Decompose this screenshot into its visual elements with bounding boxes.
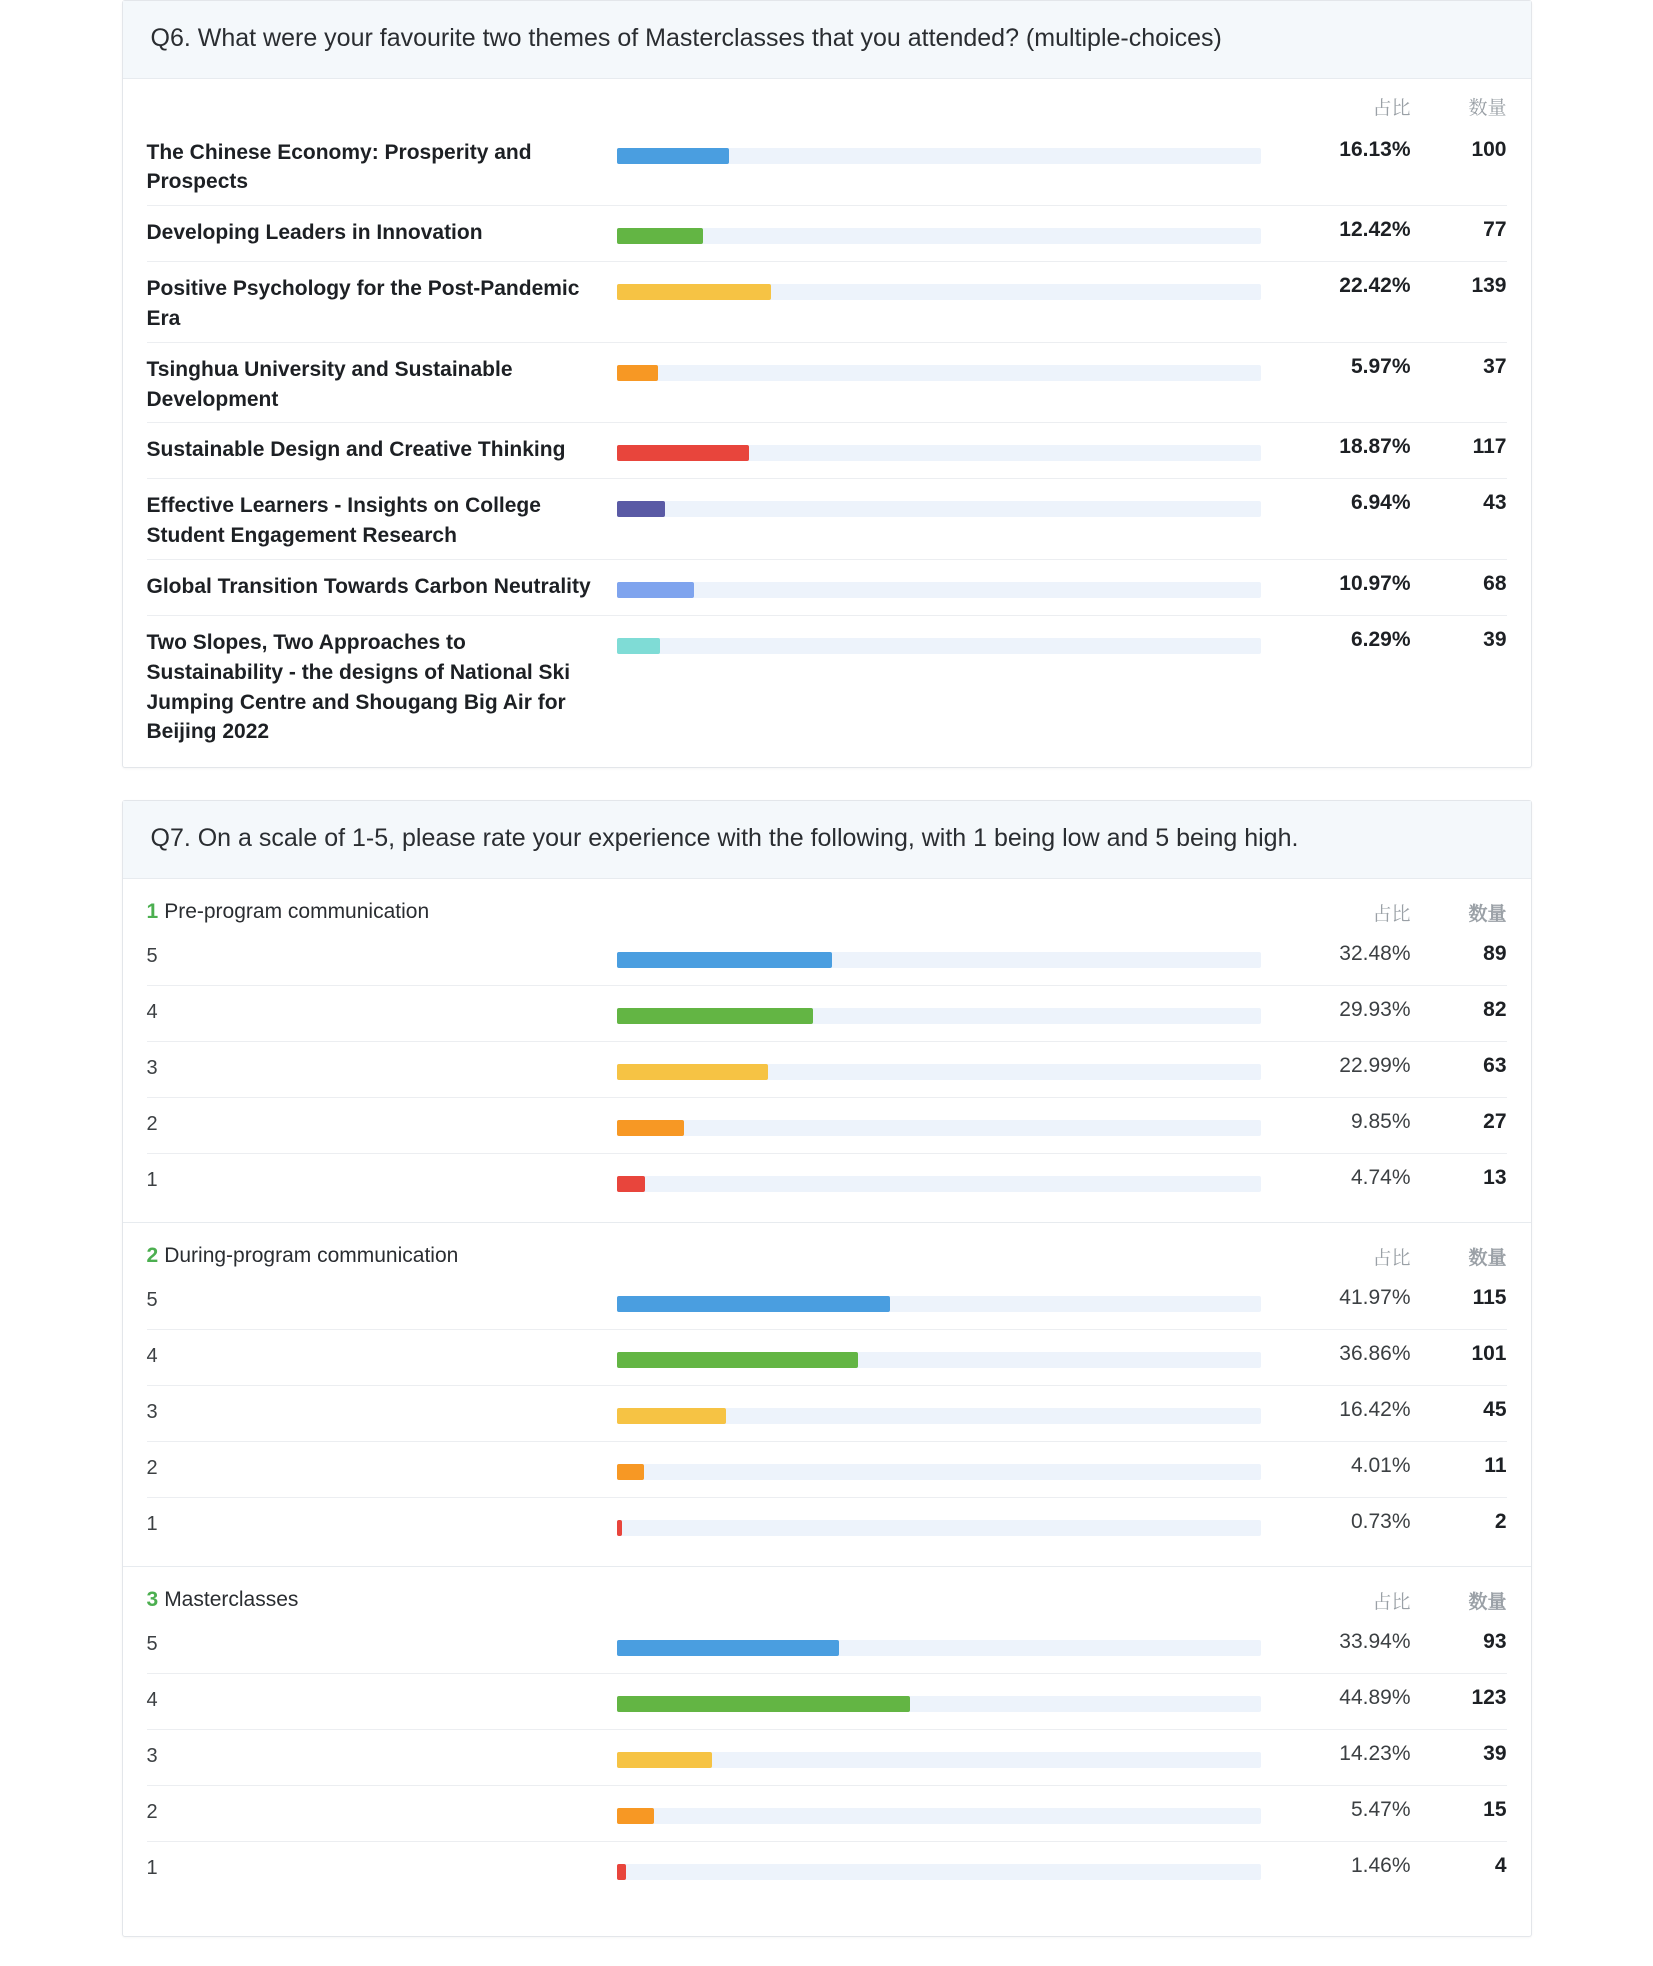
row-percent: 9.85% (1350, 1109, 1411, 1133)
group-col-percent: 占比 (1372, 903, 1411, 925)
table-row (147, 986, 1507, 1042)
table-row (147, 1674, 1507, 1730)
row-percent: 12.42% (1339, 218, 1411, 242)
bar-fill (617, 228, 704, 244)
group-col-percent: 占比 (1372, 1247, 1411, 1269)
row-percent: 10.97% (1339, 572, 1411, 595)
bar-fill (617, 1640, 839, 1656)
row-label: 4 (146, 1344, 158, 1367)
table-row (147, 206, 1507, 262)
bar-fill (617, 1064, 768, 1080)
bar-fill (617, 1008, 813, 1024)
rating-group-header (123, 1567, 1531, 1618)
row-label: 4 (146, 1000, 158, 1023)
row-percent: 18.87% (1339, 435, 1411, 459)
row-percent: 14.23% (1339, 1741, 1411, 1765)
row-percent: 16.13% (1339, 137, 1411, 161)
table-row (147, 930, 1507, 986)
bar-fill (617, 1464, 644, 1480)
bar-fill (617, 582, 694, 598)
row-percent: 4.74% (1350, 1165, 1411, 1189)
bar-fill (617, 148, 730, 164)
table-row (147, 1842, 1507, 1898)
bar-fill (617, 1120, 685, 1136)
row-percent: 6.94% (1350, 491, 1411, 515)
group-col-count: 数量 (1468, 1591, 1507, 1613)
group-col-count: 数量 (1468, 1247, 1507, 1269)
row-percent: 32.48% (1339, 941, 1411, 965)
rating-group-header (123, 879, 1531, 930)
row-count: 101 (1471, 1341, 1507, 1365)
row-count: 115 (1472, 1285, 1507, 1309)
bar-container (617, 1448, 1261, 1497)
bar-track (617, 501, 1261, 517)
bar-fill (617, 445, 749, 461)
rating-group-name: Masterclasses (164, 1588, 299, 1612)
row-count: 13 (1483, 1165, 1507, 1189)
table-row (147, 1730, 1507, 1786)
bar-track (617, 1864, 1261, 1880)
bar-track (617, 1120, 1261, 1136)
row-percent: 22.99% (1339, 1053, 1411, 1077)
bar-track (617, 1296, 1261, 1312)
bar-fill (617, 1408, 726, 1424)
row-count: 123 (1471, 1685, 1507, 1709)
question-card-q7 (122, 800, 1532, 1937)
row-percent: 1.46% (1350, 1853, 1411, 1877)
q7-groups (123, 879, 1531, 1910)
bar-track (617, 1064, 1261, 1080)
bar-fill (617, 1520, 622, 1536)
row-percent: 36.86% (1339, 1341, 1411, 1365)
bar-track (617, 1464, 1261, 1480)
row-count: 117 (1472, 435, 1507, 459)
table-row (147, 1786, 1507, 1842)
row-label: Two Slopes, Two Approaches to Sustainability - the designs of National Ski Jumping Centre and Shougang Big Air for Beijing 2022 (146, 631, 571, 744)
bar-container (617, 1104, 1261, 1153)
rating-group-name: Pre-program communication (164, 900, 430, 924)
bar-fill (617, 1864, 627, 1880)
row-count: 2 (1494, 1509, 1507, 1533)
row-label: Positive Psychology for the Post-Pandemic Era (146, 277, 580, 330)
rating-group (123, 1223, 1531, 1567)
table-row (147, 1386, 1507, 1442)
table-row (147, 1330, 1507, 1386)
table-row (147, 126, 1507, 207)
row-count: 43 (1483, 491, 1507, 515)
row-label: 1 (146, 1856, 158, 1879)
row-label: 5 (146, 1632, 158, 1655)
row-count: 39 (1483, 1741, 1507, 1765)
row-label: Effective Learners - Insights on College Student Engagement Research (146, 494, 541, 548)
bar-container (617, 566, 1261, 615)
row-percent: 22.42% (1339, 274, 1411, 298)
bar-container (617, 1848, 1261, 1898)
rating-group-index: 2 (146, 1244, 159, 1268)
row-percent: 6.29% (1350, 628, 1411, 651)
bar-container (617, 622, 1261, 755)
row-count: 39 (1483, 628, 1507, 651)
bar-container (617, 1280, 1261, 1329)
row-count: 27 (1483, 1109, 1507, 1133)
table-row (147, 479, 1507, 560)
row-percent: 4.01% (1350, 1453, 1411, 1477)
bar-track (617, 1352, 1261, 1368)
row-label: 2 (146, 1112, 158, 1135)
row-label: The Chinese Economy: Prosperity and Prospects (146, 140, 532, 194)
row-label: Tsinghua University and Sustainable Development (146, 357, 513, 411)
q6-col-percent: 占比 (1372, 97, 1411, 119)
bar-track (617, 228, 1261, 244)
bar-track (617, 445, 1261, 461)
rating-rows (123, 930, 1531, 1222)
rating-group-title (147, 1588, 1261, 1612)
table-row (147, 1042, 1507, 1098)
bar-container (617, 1624, 1261, 1673)
row-label: Developing Leaders in Innovation (146, 221, 483, 245)
rating-group-name: During-program communication (164, 1244, 459, 1268)
bar-fill (617, 638, 661, 654)
row-label: 5 (146, 944, 158, 967)
table-row (147, 343, 1507, 424)
rating-group-title (147, 900, 1261, 924)
bar-track (617, 365, 1261, 381)
bar-container (617, 268, 1261, 342)
row-percent: 41.97% (1339, 1285, 1411, 1309)
bar-fill (617, 1176, 646, 1192)
bar-fill (617, 1808, 654, 1824)
group-col-percent: 占比 (1372, 1591, 1411, 1613)
row-label: 5 (146, 1288, 158, 1311)
bar-container (617, 429, 1261, 478)
bar-container (617, 936, 1261, 985)
row-label: 1 (146, 1512, 158, 1535)
row-count: 45 (1483, 1397, 1507, 1421)
row-count: 82 (1483, 997, 1507, 1021)
row-count: 89 (1483, 941, 1507, 965)
row-count: 15 (1483, 1797, 1507, 1821)
q7-next-group-divider (123, 1910, 1531, 1936)
rating-group-title (147, 1244, 1261, 1268)
bar-track (617, 1008, 1261, 1024)
bar-track (617, 284, 1261, 300)
table-row (147, 1618, 1507, 1674)
rating-group (123, 1567, 1531, 1910)
rating-group (123, 879, 1531, 1223)
bar-fill (617, 501, 665, 517)
row-percent: 44.89% (1339, 1685, 1411, 1709)
table-row (147, 423, 1507, 479)
row-label: 2 (146, 1456, 158, 1479)
bar-track (617, 1640, 1261, 1656)
row-count: 11 (1484, 1453, 1507, 1477)
bar-track (617, 582, 1261, 598)
bar-track (617, 1176, 1261, 1192)
bar-track (617, 1408, 1261, 1424)
row-label: 3 (146, 1056, 158, 1079)
bar-container (617, 1336, 1261, 1385)
bar-fill (617, 1696, 910, 1712)
table-row (147, 262, 1507, 343)
q6-rows (123, 126, 1531, 768)
bar-track (617, 952, 1261, 968)
row-percent: 16.42% (1339, 1397, 1411, 1421)
bar-container (617, 992, 1261, 1041)
row-count: 77 (1483, 218, 1507, 242)
bar-track (617, 1696, 1261, 1712)
row-label: 4 (146, 1688, 158, 1711)
bar-fill (617, 365, 659, 381)
rating-rows (123, 1274, 1531, 1566)
table-row (147, 1274, 1507, 1330)
row-label: 1 (146, 1168, 158, 1191)
bar-container (617, 1504, 1261, 1554)
q6-title: Q6. What were your favourite two themes of Masterclasses that you attended? (multiple-choices) (123, 1, 1531, 79)
bar-fill (617, 1752, 712, 1768)
row-percent: 5.47% (1350, 1797, 1411, 1821)
row-label: Global Transition Towards Carbon Neutrality (146, 575, 591, 598)
row-label: 3 (146, 1744, 158, 1767)
q7-title: Q7. On a scale of 1-5, please rate your experience with the following, with 1 being low and 5 being high. (123, 801, 1531, 879)
row-count: 100 (1471, 137, 1507, 161)
row-label: 3 (146, 1400, 158, 1423)
q6-column-header (123, 79, 1531, 126)
group-col-count: 数量 (1468, 903, 1507, 925)
row-count: 93 (1483, 1629, 1507, 1653)
bar-track (617, 1520, 1261, 1536)
bar-track (617, 1752, 1261, 1768)
bar-track (617, 1808, 1261, 1824)
rating-group-header (123, 1223, 1531, 1274)
bar-container (617, 132, 1261, 206)
table-row (147, 1098, 1507, 1154)
table-row (147, 616, 1507, 755)
bar-container (617, 485, 1261, 559)
rating-group-index: 1 (146, 900, 159, 924)
row-percent: 0.73% (1350, 1509, 1411, 1533)
row-label: Sustainable Design and Creative Thinking (146, 438, 566, 462)
table-row (147, 560, 1507, 616)
bar-fill (617, 1352, 859, 1368)
row-count: 68 (1483, 572, 1507, 595)
table-row (147, 1442, 1507, 1498)
row-percent: 33.94% (1339, 1629, 1411, 1653)
bar-container (617, 212, 1261, 261)
bar-fill (617, 952, 833, 968)
q6-col-count: 数量 (1468, 97, 1507, 119)
bar-container (617, 1392, 1261, 1441)
row-percent: 5.97% (1350, 354, 1411, 378)
rating-group-index: 3 (146, 1588, 159, 1612)
bar-track (617, 148, 1261, 164)
bar-track (617, 638, 1261, 654)
bar-container (617, 1680, 1261, 1729)
row-label: 2 (146, 1800, 158, 1823)
question-card-q6 (122, 0, 1532, 768)
row-count: 4 (1494, 1853, 1507, 1877)
bar-container (617, 1736, 1261, 1785)
bar-fill (617, 1296, 891, 1312)
row-count: 139 (1471, 274, 1507, 298)
table-row (147, 1154, 1507, 1210)
bar-container (617, 1792, 1261, 1841)
bar-fill (617, 284, 772, 300)
bar-container (617, 349, 1261, 423)
table-row (147, 1498, 1507, 1554)
rating-rows (123, 1618, 1531, 1910)
row-count: 63 (1483, 1053, 1507, 1077)
row-count: 37 (1483, 354, 1507, 378)
bar-container (617, 1048, 1261, 1097)
row-percent: 29.93% (1339, 997, 1411, 1021)
bar-container (617, 1160, 1261, 1210)
